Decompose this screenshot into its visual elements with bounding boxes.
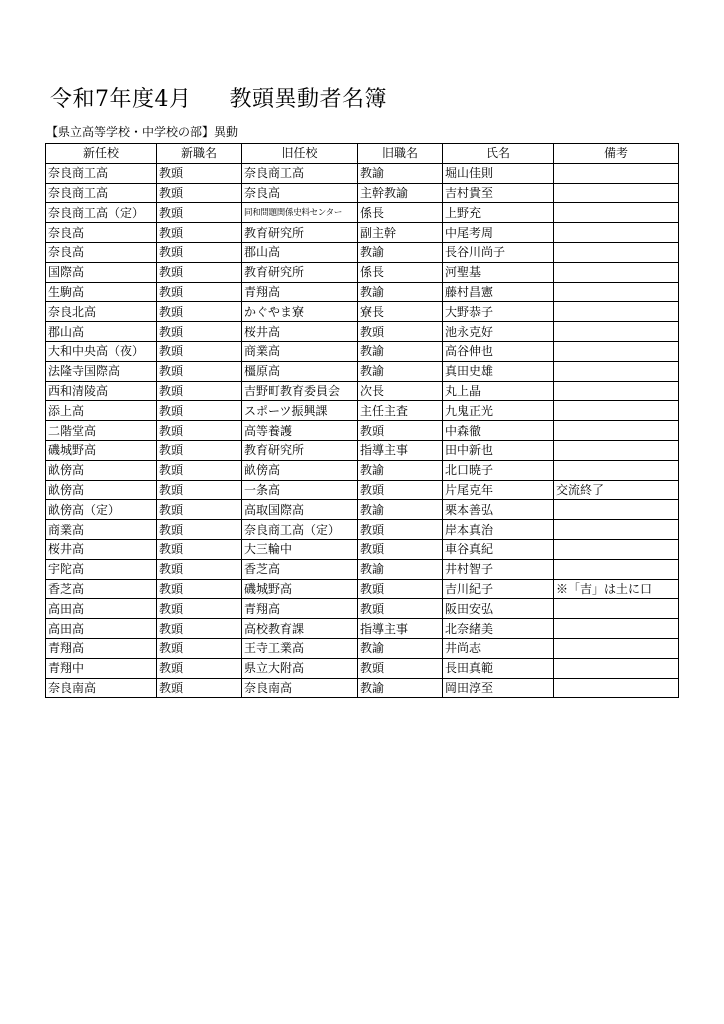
cell-old-school: 磯城野高 — [242, 579, 358, 599]
cell-new-position: 教頭 — [157, 638, 242, 658]
cell-old-school: 教育研究所 — [242, 262, 358, 282]
table-row — [46, 341, 679, 361]
cell-new-school: 郡山高 — [46, 322, 157, 342]
cell-name: 上野充 — [443, 203, 554, 223]
cell-old-school: 畝傍高 — [242, 460, 358, 480]
page-title — [50, 86, 387, 114]
cell-old-position: 教諭 — [358, 638, 443, 658]
cell-old-position: 指導主事 — [358, 440, 443, 460]
cell-old-position: 教諭 — [358, 282, 443, 302]
cell-old-school: 県立大附高 — [242, 658, 358, 678]
table-row — [46, 559, 679, 579]
cell-new-position: 教頭 — [157, 223, 242, 243]
cell-remarks — [554, 421, 679, 441]
cell-new-school: 香芝高 — [46, 579, 157, 599]
cell-name: 藤村昌憲 — [443, 282, 554, 302]
table-row — [46, 440, 679, 460]
cell-old-position: 係長 — [358, 262, 443, 282]
table-row — [46, 480, 679, 500]
table-row — [46, 242, 679, 262]
cell-new-position: 教頭 — [157, 658, 242, 678]
cell-old-position: 次長 — [358, 381, 443, 401]
cell-old-position: 教頭 — [358, 322, 443, 342]
cell-new-school: 高田高 — [46, 619, 157, 639]
cell-new-school: 青翔中 — [46, 658, 157, 678]
cell-new-position: 教頭 — [157, 480, 242, 500]
cell-old-position: 教頭 — [358, 520, 443, 540]
cell-old-school: 吉野町教育委員会 — [242, 381, 358, 401]
cell-remarks — [554, 302, 679, 322]
cell-new-school: 二階堂高 — [46, 421, 157, 441]
cell-old-position: 教諭 — [358, 460, 443, 480]
cell-name: 車谷真紀 — [443, 539, 554, 559]
cell-old-position: 教頭 — [358, 539, 443, 559]
cell-name: 河聖基 — [443, 262, 554, 282]
cell-new-school: 奈良高 — [46, 242, 157, 262]
cell-old-school: 同和問題関係史料センター — [242, 203, 358, 223]
cell-remarks — [554, 539, 679, 559]
cell-old-school: 王寺工業高 — [242, 638, 358, 658]
cell-remarks — [554, 341, 679, 361]
table-row — [46, 638, 679, 658]
cell-remarks — [554, 678, 679, 698]
cell-old-school: 大三輪中 — [242, 539, 358, 559]
cell-new-school: 西和清陵高 — [46, 381, 157, 401]
cell-remarks — [554, 500, 679, 520]
table-row — [46, 460, 679, 480]
cell-old-position: 教諭 — [358, 242, 443, 262]
table-body — [46, 163, 679, 698]
section-label: 【県立高等学校・中学校の部】異動 — [46, 125, 239, 139]
cell-new-school: 奈良商工高 — [46, 183, 157, 203]
cell-old-school: 高校教育課 — [242, 619, 358, 639]
cell-new-position: 教頭 — [157, 282, 242, 302]
title-year-month: 令和7年度4月 — [50, 87, 192, 112]
cell-old-school: 教育研究所 — [242, 223, 358, 243]
table-row — [46, 500, 679, 520]
cell-old-position: 教頭 — [358, 480, 443, 500]
cell-new-school: 奈良商工高 — [46, 163, 157, 183]
cell-old-school: 奈良商工高（定） — [242, 520, 358, 540]
cell-name: 井尚志 — [443, 638, 554, 658]
table-row — [46, 322, 679, 342]
cell-new-school: 宇陀高 — [46, 559, 157, 579]
cell-name: 大野恭子 — [443, 302, 554, 322]
cell-new-school: 青翔高 — [46, 638, 157, 658]
cell-remarks — [554, 223, 679, 243]
cell-old-school: 香芝高 — [242, 559, 358, 579]
cell-remarks — [554, 440, 679, 460]
cell-new-position: 教頭 — [157, 322, 242, 342]
cell-name: 岡田淳至 — [443, 678, 554, 698]
cell-old-school: 桜井高 — [242, 322, 358, 342]
cell-old-school: 奈良南高 — [242, 678, 358, 698]
cell-old-position: 副主幹 — [358, 223, 443, 243]
cell-name: 高谷伸也 — [443, 341, 554, 361]
cell-old-position: 教諭 — [358, 500, 443, 520]
cell-old-position: 寮長 — [358, 302, 443, 322]
cell-old-school: 教育研究所 — [242, 440, 358, 460]
cell-new-school: 法隆寺国際高 — [46, 361, 157, 381]
cell-new-school: 生駒高 — [46, 282, 157, 302]
cell-new-position: 教頭 — [157, 421, 242, 441]
cell-new-school: 奈良高 — [46, 223, 157, 243]
cell-name: 吉川紀子 — [443, 579, 554, 599]
header-remarks: 備考 — [554, 144, 679, 164]
cell-old-school: かぐやま寮 — [242, 302, 358, 322]
cell-old-position: 指導主事 — [358, 619, 443, 639]
cell-remarks — [554, 658, 679, 678]
table-row — [46, 381, 679, 401]
header-old-school: 旧任校 — [242, 144, 358, 164]
cell-new-school: 畝傍高（定） — [46, 500, 157, 520]
cell-new-position: 教頭 — [157, 559, 242, 579]
cell-new-position: 教頭 — [157, 520, 242, 540]
table-header-row — [46, 144, 679, 164]
cell-name: 長田真範 — [443, 658, 554, 678]
cell-new-position: 教頭 — [157, 302, 242, 322]
cell-new-position: 教頭 — [157, 381, 242, 401]
cell-new-position: 教頭 — [157, 440, 242, 460]
cell-new-position: 教頭 — [157, 579, 242, 599]
table-row — [46, 421, 679, 441]
cell-new-position: 教頭 — [157, 242, 242, 262]
cell-name: 片尾克年 — [443, 480, 554, 500]
cell-name: 九鬼正光 — [443, 401, 554, 421]
table-row — [46, 302, 679, 322]
cell-remarks — [554, 163, 679, 183]
transfer-table — [45, 143, 679, 698]
cell-new-position: 教頭 — [157, 678, 242, 698]
cell-name: 井村智子 — [443, 559, 554, 579]
cell-name: 中尾考周 — [443, 223, 554, 243]
cell-old-position: 教諭 — [358, 163, 443, 183]
cell-new-position: 教頭 — [157, 341, 242, 361]
cell-remarks — [554, 638, 679, 658]
cell-new-position: 教頭 — [157, 599, 242, 619]
header-new-school: 新任校 — [46, 144, 157, 164]
cell-old-school: スポーツ振興課 — [242, 401, 358, 421]
cell-old-school: 一条高 — [242, 480, 358, 500]
cell-old-school: 青翔高 — [242, 282, 358, 302]
cell-name: 阪田安弘 — [443, 599, 554, 619]
cell-remarks — [554, 619, 679, 639]
cell-name: 北奈緒美 — [443, 619, 554, 639]
cell-remarks — [554, 322, 679, 342]
cell-name: 岸本真治 — [443, 520, 554, 540]
title-roster-name: 教頭異動者名簿 — [229, 87, 388, 112]
cell-old-position: 主任主査 — [358, 401, 443, 421]
table-row — [46, 579, 679, 599]
cell-new-school: 畝傍高 — [46, 460, 157, 480]
cell-remarks — [554, 361, 679, 381]
table-row — [46, 223, 679, 243]
cell-new-position: 教頭 — [157, 460, 242, 480]
cell-old-position: 主幹教諭 — [358, 183, 443, 203]
cell-remarks — [554, 599, 679, 619]
cell-name: 池永克好 — [443, 322, 554, 342]
cell-remarks — [554, 203, 679, 223]
cell-old-school: 奈良高 — [242, 183, 358, 203]
cell-remarks — [554, 242, 679, 262]
cell-new-school: 国際高 — [46, 262, 157, 282]
cell-name: 栗本善弘 — [443, 500, 554, 520]
cell-old-position: 教諭 — [358, 559, 443, 579]
cell-new-position: 教頭 — [157, 262, 242, 282]
cell-new-school: 商業高 — [46, 520, 157, 540]
cell-old-position: 係長 — [358, 203, 443, 223]
cell-old-school: 高等養護 — [242, 421, 358, 441]
cell-name: 中森徹 — [443, 421, 554, 441]
table-row — [46, 282, 679, 302]
cell-remarks — [554, 282, 679, 302]
cell-new-position: 教頭 — [157, 203, 242, 223]
cell-name: 北口暁子 — [443, 460, 554, 480]
cell-remarks: 交流終了 — [554, 480, 679, 500]
cell-remarks — [554, 262, 679, 282]
table-row — [46, 599, 679, 619]
cell-old-position: 教諭 — [358, 361, 443, 381]
cell-new-school: 奈良南高 — [46, 678, 157, 698]
cell-name: 田中新也 — [443, 440, 554, 460]
table-row — [46, 520, 679, 540]
cell-new-school: 奈良北高 — [46, 302, 157, 322]
cell-remarks — [554, 401, 679, 421]
cell-new-school: 高田高 — [46, 599, 157, 619]
cell-new-position: 教頭 — [157, 183, 242, 203]
table-row — [46, 262, 679, 282]
cell-old-school: 高取国際高 — [242, 500, 358, 520]
cell-old-position: 教頭 — [358, 658, 443, 678]
cell-remarks — [554, 559, 679, 579]
cell-old-school: 橿原高 — [242, 361, 358, 381]
cell-new-school: 磯城野高 — [46, 440, 157, 460]
cell-old-position: 教頭 — [358, 579, 443, 599]
cell-new-school: 大和中央高（夜） — [46, 341, 157, 361]
cell-new-position: 教頭 — [157, 500, 242, 520]
table-row — [46, 203, 679, 223]
cell-name: 吉村貴至 — [443, 183, 554, 203]
cell-remarks — [554, 183, 679, 203]
cell-old-school: 青翔高 — [242, 599, 358, 619]
cell-new-position: 教頭 — [157, 401, 242, 421]
cell-remarks — [554, 381, 679, 401]
header-name: 氏名 — [443, 144, 554, 164]
table-row — [46, 619, 679, 639]
cell-old-school: 郡山高 — [242, 242, 358, 262]
cell-new-position: 教頭 — [157, 163, 242, 183]
table-row — [46, 401, 679, 421]
header-old-position: 旧職名 — [358, 144, 443, 164]
table-row — [46, 678, 679, 698]
cell-new-school: 桜井高 — [46, 539, 157, 559]
cell-name: 丸上晶 — [443, 381, 554, 401]
cell-new-school: 畝傍高 — [46, 480, 157, 500]
header-new-position: 新職名 — [157, 144, 242, 164]
cell-old-school: 奈良商工高 — [242, 163, 358, 183]
cell-old-position: 教諭 — [358, 678, 443, 698]
cell-new-position: 教頭 — [157, 361, 242, 381]
cell-name: 堀山佳則 — [443, 163, 554, 183]
table-row — [46, 539, 679, 559]
cell-old-position: 教頭 — [358, 599, 443, 619]
table-row — [46, 163, 679, 183]
cell-new-position: 教頭 — [157, 619, 242, 639]
table-row — [46, 361, 679, 381]
table-row — [46, 183, 679, 203]
cell-new-school: 添上高 — [46, 401, 157, 421]
cell-new-school: 奈良商工高（定） — [46, 203, 157, 223]
cell-remarks — [554, 520, 679, 540]
cell-name: 長谷川尚子 — [443, 242, 554, 262]
cell-new-position: 教頭 — [157, 539, 242, 559]
cell-remarks: ※「吉」は土に口 — [554, 579, 679, 599]
cell-old-position: 教頭 — [358, 421, 443, 441]
cell-old-position: 教諭 — [358, 341, 443, 361]
cell-old-school: 商業高 — [242, 341, 358, 361]
table-row — [46, 658, 679, 678]
cell-name: 真田史雄 — [443, 361, 554, 381]
cell-remarks — [554, 460, 679, 480]
